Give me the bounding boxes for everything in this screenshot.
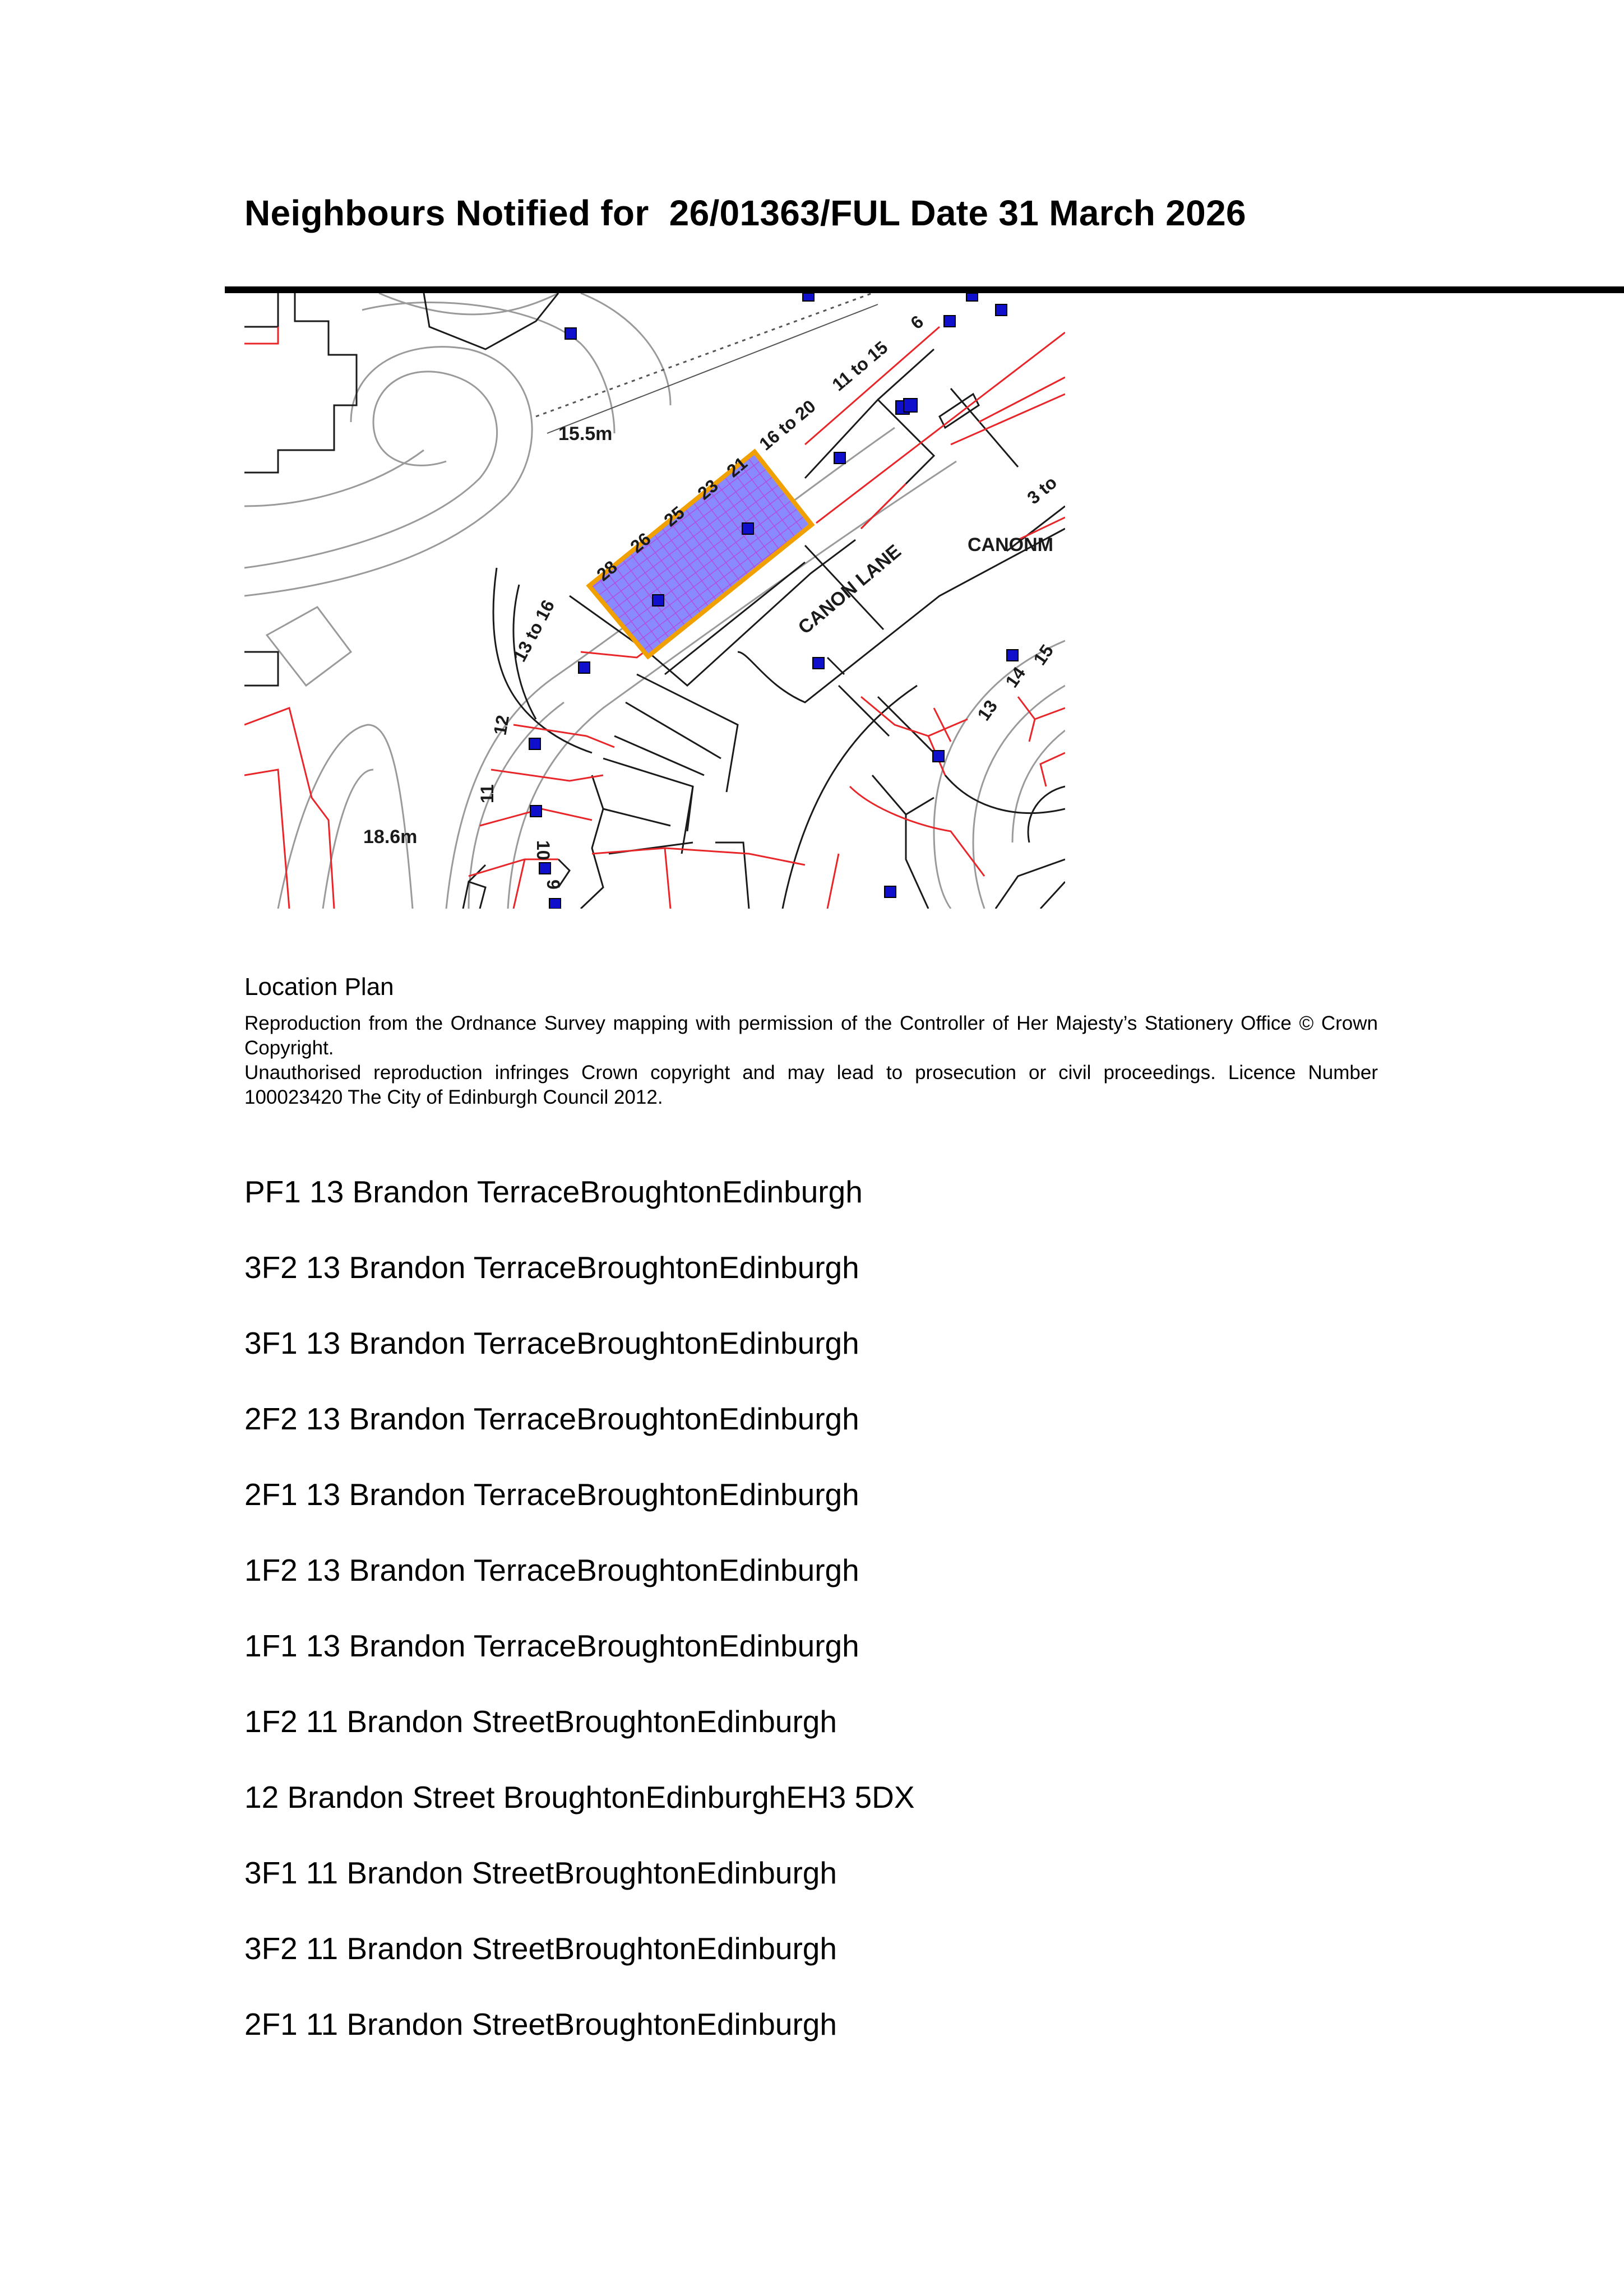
page-title: Neighbours Notified for 26/01363/FUL Date 31 March 2026 bbox=[244, 193, 1246, 233]
address-item: 3F2 11 Brandon StreetBroughtonEdinburgh bbox=[244, 1931, 837, 1966]
address-item: 1F1 13 Brandon TerraceBroughtonEdinburgh bbox=[244, 1628, 859, 1663]
house-number: 10 bbox=[533, 840, 553, 860]
address-item: 2F2 13 Brandon TerraceBroughtonEdinburgh bbox=[244, 1401, 859, 1436]
house-number: 15 bbox=[1029, 641, 1058, 669]
road-edge-dotted bbox=[536, 293, 872, 416]
address-item: 3F2 13 Brandon TerraceBroughtonEdinburgh bbox=[244, 1250, 859, 1285]
house-number: 21 bbox=[723, 452, 751, 482]
map-canvas bbox=[244, 293, 1065, 909]
house-number: 11 to 15 bbox=[828, 337, 892, 395]
house-number: 23 bbox=[693, 475, 722, 504]
house-number: 6 bbox=[906, 311, 928, 334]
address-list bbox=[244, 1172, 1534, 2080]
spot-height-label: 15.5m bbox=[558, 423, 613, 445]
house-number: 14 bbox=[1001, 663, 1030, 692]
address-item: 1F2 11 Brandon StreetBroughtonEdinburgh bbox=[244, 1704, 837, 1739]
house-number: 11 bbox=[477, 784, 497, 803]
header-divider bbox=[225, 286, 1624, 293]
road-edge bbox=[547, 304, 878, 433]
address-item: 2F1 11 Brandon StreetBroughtonEdinburgh bbox=[244, 2007, 837, 2042]
address-item: 3F1 13 Brandon TerraceBroughtonEdinburgh bbox=[244, 1326, 859, 1360]
licence-text: Unauthorised reproduction infringes Crown copyright and may lead to prosecution or civil proceedings. Licence Number 100023420 The City of Edinburgh Council 2012. bbox=[244, 1062, 1378, 1108]
address-item: 3F1 11 Brandon StreetBroughtonEdinburgh bbox=[244, 1855, 837, 1890]
address-item: 12 Brandon Street BroughtonEdinburghEH3 5DX bbox=[244, 1780, 915, 1814]
road-name-label: CANONM bbox=[968, 534, 1053, 556]
house-number: 9 bbox=[543, 879, 563, 890]
house-number: 16 to 20 bbox=[755, 396, 820, 455]
address-item: 2F1 13 Brandon TerraceBroughtonEdinburgh bbox=[244, 1477, 859, 1512]
house-number: 3 to bbox=[1023, 472, 1061, 508]
address-item: PF1 13 Brandon TerraceBroughtonEdinburgh bbox=[244, 1174, 863, 1209]
copyright-text: Reproduction from the Ordnance Survey mapping with permission of the Controller of Her Majesty’s Stationery Office © Crown Copyright. bbox=[244, 1012, 1378, 1059]
address-item: 1F2 13 Brandon TerraceBroughtonEdinburgh bbox=[244, 1553, 859, 1587]
road-name-label: CANON LANE bbox=[794, 540, 905, 639]
location-plan-caption: Location Plan bbox=[244, 973, 394, 1001]
spot-height-label: 18.6m bbox=[363, 826, 418, 848]
house-number: 13 bbox=[973, 696, 1002, 725]
house-number: 25 bbox=[660, 502, 688, 531]
location-map bbox=[244, 293, 1065, 909]
copyright-notice bbox=[244, 1011, 1378, 1110]
house-number: 13 to 16 bbox=[509, 596, 559, 665]
house-number: 12 bbox=[489, 713, 513, 737]
house-number: 28 bbox=[593, 556, 621, 585]
house-number-labels bbox=[477, 311, 1061, 889]
house-number: 26 bbox=[626, 528, 655, 557]
